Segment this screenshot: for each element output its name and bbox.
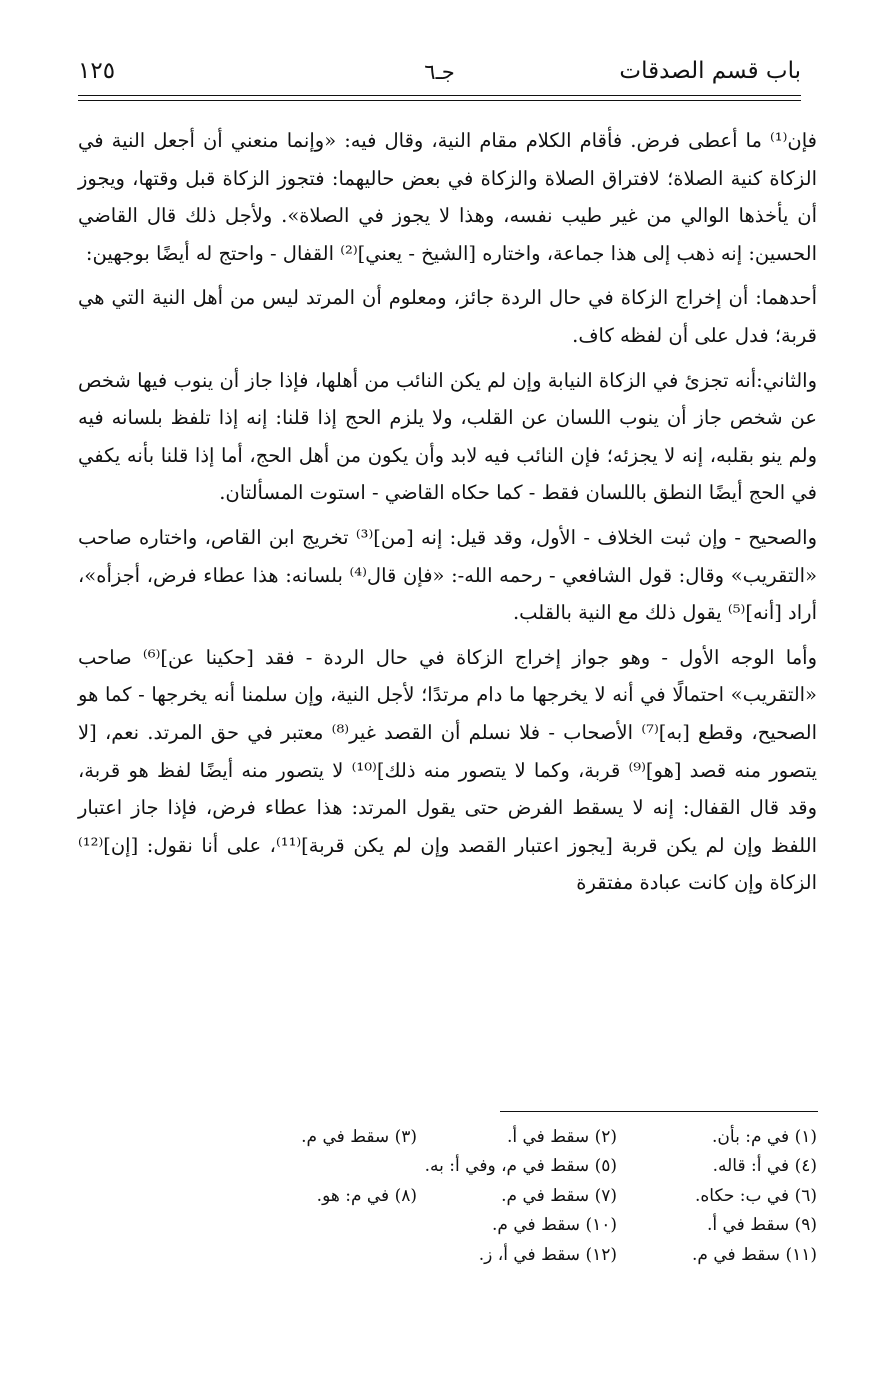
footnote: (١١) سقط في م. <box>692 1244 817 1265</box>
footnotes <box>217 1122 817 1270</box>
footnote-row <box>217 1122 817 1152</box>
header-rule <box>78 95 801 96</box>
page-number: ١٢٥ <box>78 58 116 84</box>
footnote-row <box>217 1211 817 1241</box>
footnote: (٥) سقط في م، وفي أ: به. <box>424 1156 617 1177</box>
footnote-row <box>217 1152 817 1182</box>
paragraph: والصحيح - وإن ثبت الخلاف - الأول، وقد قيل: إنه [من]⁽³⁾ تخريج ابن القاص، واختاره صاحب «التقريب» وقال: قول الشافعي - رحمه الله-: «فإن قال⁽⁴⁾ بلسانه: هذا عطاء فرض، أجزأه»، أراد [أنه]⁽⁵⁾ يقول ذلك مع النية بالقلب. <box>78 525 818 625</box>
footnote: (٢) سقط في أ. <box>506 1126 617 1147</box>
footnote: (٨) في م: هو. <box>316 1185 417 1206</box>
footnote: (٣) سقط في م. <box>301 1126 417 1147</box>
footnote: (٤) في أ: قاله. <box>712 1156 817 1177</box>
footnote-row <box>217 1240 817 1270</box>
running-header <box>78 58 801 94</box>
footnote: (٩) سقط في أ. <box>706 1215 817 1236</box>
footnote-separator <box>500 1111 818 1112</box>
paragraph: أحدهما: أن إخراج الزكاة في حال الردة جائز، ومعلوم أن المرتد ليس من أهل النية التي هي قربة؛ فدل على أن لفظه كاف. <box>78 286 817 347</box>
header-rule-thin <box>78 100 801 101</box>
footnote: (١٢) سقط في أ، ز. <box>478 1244 617 1265</box>
paragraph: فإن⁽¹⁾ ما أعطى فرض. فأقام الكلام مقام النية، وقال فيه: «وإنما منعني أن أجعل النية في الزكاة كنية الصلاة؛ لافتراق الصلاة والزكاة في بعض حاليهما: فتجوز الزكاة قبل وقتها، ويجوز أن يأخذها الوالي من غير طيب نفسه، وهذا لا يجوز في الصلاة». ولأجل ذلك قال القاضي الحسين: إنه ذهب إلى هذا جماعة، واختاره [الشيخ - يعني]⁽²⁾ القفال - واحتج له أيضًا بوجهين: <box>78 129 817 265</box>
paragraph: والثاني:أنه تجزئ في الزكاة النيابة وإن لم يكن النائب من أهلها، فإذا جاز أن ينوب فيها شخص عن شخص جاز أن ينوب اللسان عن القلب، ولا يلزم الحج إذا قلنا: إنه إذا تلفظ بلسانه فيه ولم ينو بقلبه، إنه لا يجزئه؛ فإن النائب فيه لابد وأن يكون من أهل الحج، أما إذا قلنا بأنه يكفي في الحج أيضًا النطق باللسان فقط - كما حكاه القاضي - استوت المسألتان. <box>78 368 817 505</box>
chapter-title: باب قسم الصدقات <box>619 58 801 84</box>
main-text <box>78 122 817 909</box>
footnote: (١٠) سقط في م. <box>492 1215 617 1236</box>
footnote: (٦) في ب: حكاه. <box>694 1185 817 1206</box>
footnote: (٧) سقط في م. <box>501 1185 617 1206</box>
paragraph: وأما الوجه الأول - وهو جواز إخراج الزكاة في حال الردة - فقد [حكينا عن]⁽⁶⁾ صاحب «التقريب» احتمالًا في أنه لا يخرجها ما دام مرتدًا؛ لأجل النية، وإن سلمنا أنه يخرجها - كما هو الصحيح، وقطع [به]⁽⁷⁾ الأصحاب - فلا نسلم أن القصد غير⁽⁸⁾ معتبر في حق المرتد. نعم، [لا يتصور منه قصد [هو]⁽⁹⁾ قربة، وكما لا يتصور منه ذلك]⁽¹⁰⁾ لا يتصور منه أيضًا لفظ هو قربة، وقد قال القفال: إنه لا يسقط الفرض حتى يقول المرتد: هذا عطاء فرض، فإذا جاز اعتبار اللفظ وإن لم يكن قربة [يجوز اعتبار القصد وإن لم يكن قربة]⁽¹¹⁾، على أنا نقول: [إن]⁽¹²⁾ الزكاة وإن كانت عبادة مفتقرة <box>78 645 818 895</box>
volume-label: جـ٦ <box>424 60 455 84</box>
footnote: (١) في م: بأن. <box>712 1126 817 1147</box>
footnote-row <box>217 1181 817 1211</box>
